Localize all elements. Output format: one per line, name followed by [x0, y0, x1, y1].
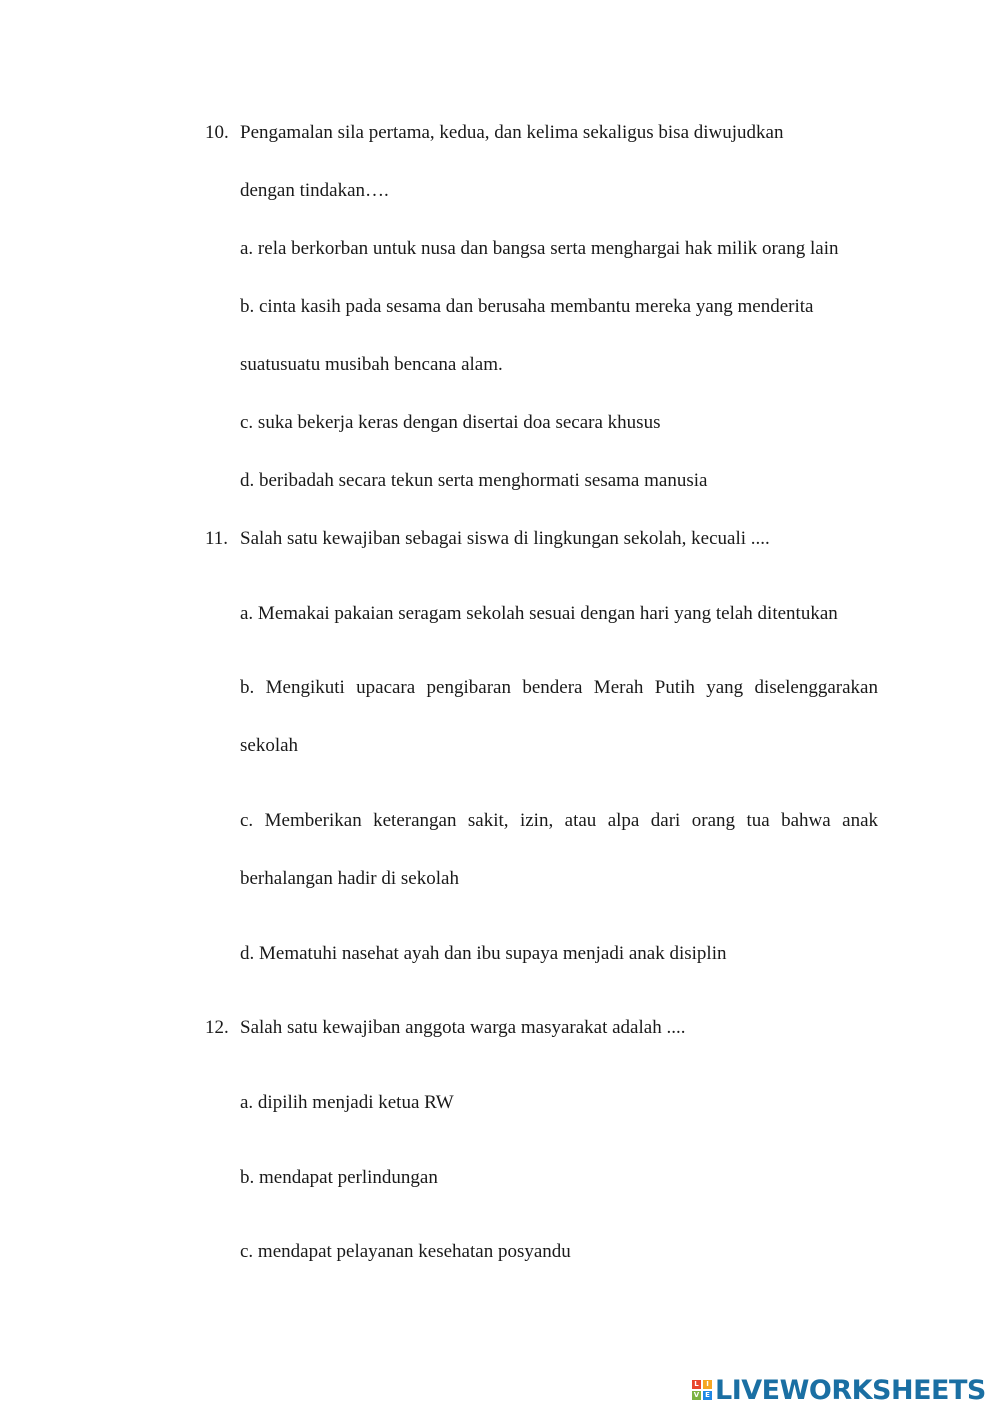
- logo-mark-cell: V: [693, 1391, 700, 1399]
- question-number: 12.: [205, 1017, 229, 1038]
- option-text: a. Memakai pakaian seragam sekolah sesuai dengan hari yang telah ditentukan: [240, 603, 838, 624]
- logo-mark-icon: [692, 1380, 712, 1400]
- question-text: dengan tindakan….: [240, 180, 389, 201]
- option-text: c. mendapat pelayanan kesehatan posyandu: [240, 1241, 571, 1262]
- option-text: suatusuatu musibah bencana alam.: [240, 354, 503, 375]
- option-text: b. Mengikuti upacara pengibaran bendera Merah Putih yang diselenggarakan: [240, 677, 878, 698]
- option-text: d. beribadah secara tekun serta menghormati sesama manusia: [240, 470, 708, 491]
- option-text: b. mendapat perlindungan: [240, 1167, 438, 1188]
- logo-mark-cell: L: [692, 1380, 701, 1389]
- option-text: berhalangan hadir di sekolah: [240, 868, 459, 889]
- option-text: a. dipilih menjadi ketua RW: [240, 1092, 454, 1113]
- logo-text: LIVEWORKSHEETS: [715, 1374, 986, 1406]
- question-number: 11.: [205, 528, 229, 549]
- option-text: c. Memberikan keterangan sakit, izin, atau alpa dari orang tua bahwa anak: [240, 810, 878, 831]
- option-text: c. suka bekerja keras dengan disertai doa secara khusus: [240, 412, 661, 433]
- option-text: d. Mematuhi nasehat ayah dan ibu supaya menjadi anak disiplin: [240, 943, 727, 964]
- question-text: Salah satu kewajiban anggota warga masyarakat adalah ....: [240, 1017, 686, 1038]
- question-text: Pengamalan sila pertama, kedua, dan kelima sekaligus bisa diwujudkan: [240, 122, 784, 143]
- logo-mark-cell: I: [703, 1380, 712, 1389]
- logo-mark-cell: E: [703, 1391, 712, 1400]
- option-text: b. cinta kasih pada sesama dan berusaha membantu mereka yang menderita: [240, 296, 814, 317]
- question-text: Salah satu kewajiban sebagai siswa di lingkungan sekolah, kecuali ....: [240, 528, 770, 549]
- question-number: 10.: [205, 122, 229, 143]
- option-text: sekolah: [240, 735, 299, 756]
- liveworksheets-logo[interactable]: [692, 1375, 986, 1405]
- option-text: a. rela berkorban untuk nusa dan bangsa serta menghargai hak milik orang lain: [240, 238, 839, 259]
